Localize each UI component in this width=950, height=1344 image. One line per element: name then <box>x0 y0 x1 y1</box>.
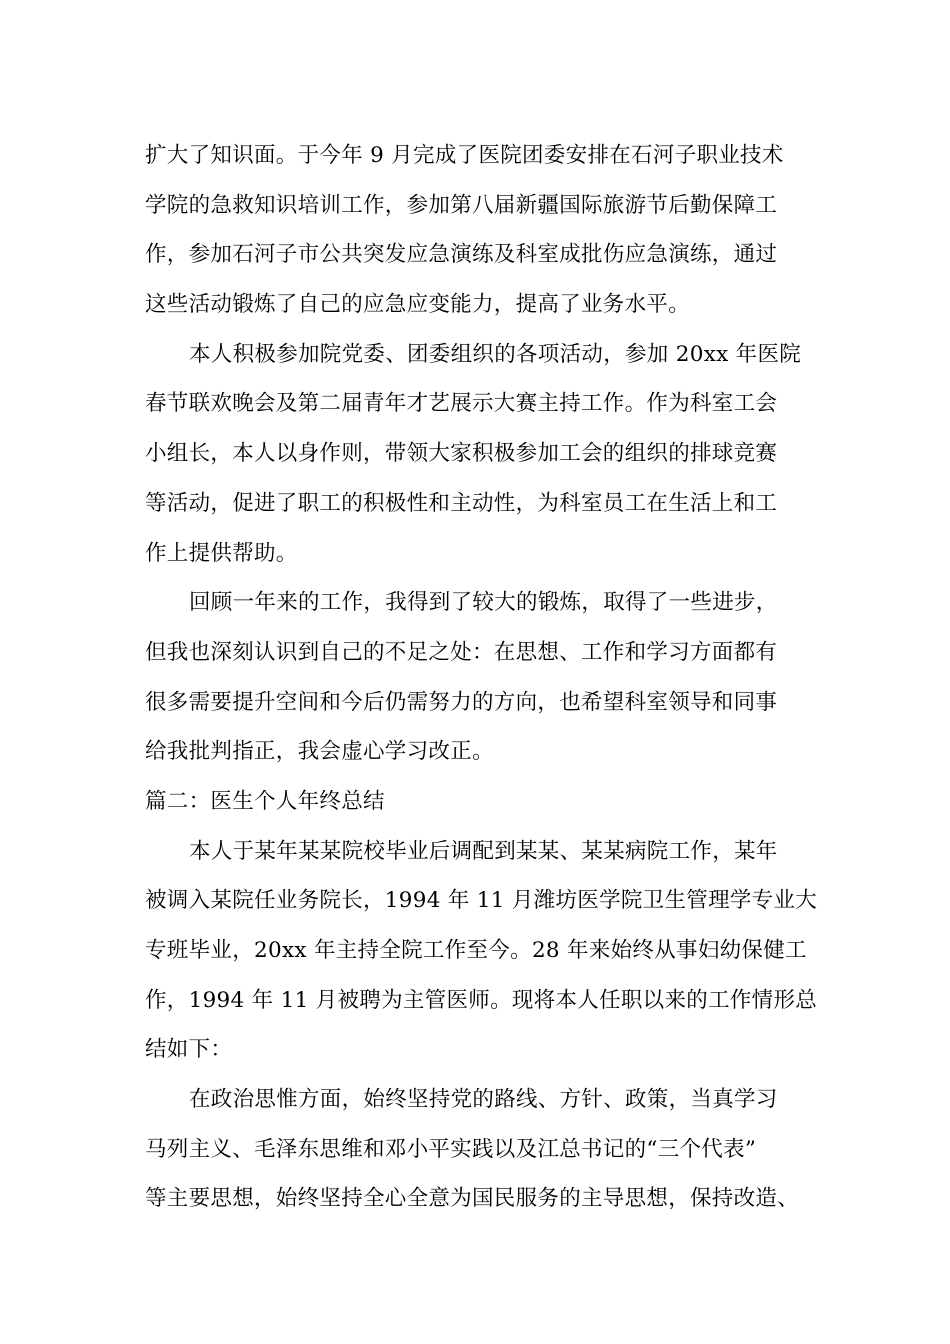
text-line: 被调入某院任业务院长，1994 年 11 月潍坊医学院卫生管理学专业大 <box>145 888 818 914</box>
text-line: 扩大了知识面。于今年 9 月完成了医院团委安排在石河子职业技术 <box>145 143 784 168</box>
text-line: 给我批判指正，我会虚心学习改正。 <box>145 739 494 765</box>
text-line: 回顾一年来的工作，我得到了较大的锻炼，取得了一些进步， <box>189 590 778 616</box>
text-line: 这些活动锻炼了自己的应急应变能力，提高了业务水平。 <box>145 292 691 318</box>
text-line: 作，参加石河子市公共突发应急演练及科室成批伤应急演练，通过 <box>145 242 778 268</box>
text-line: 等活动，促进了职工的积极性和主动性，为科室员工在生活上和工 <box>145 490 778 516</box>
text-line: 但我也深刻认识到自己的不足之处：在思想、工作和学习方面都有 <box>145 639 778 665</box>
text-line: 结如下： <box>145 1037 233 1063</box>
text-line: 作，1994 年 11 月被聘为主管医师。现将本人任职以来的工作情形总 <box>145 987 818 1013</box>
text-line: 学院的急救知识培训工作，参加第八届新疆国际旅游节后勤保障工 <box>145 192 778 218</box>
text-line: 本人积极参加院党委、团委组织的各项活动，参加 20xx 年医院 <box>189 341 802 367</box>
text-line: 本人于某年某某院校毕业后调配到某某、某某病院工作，某年 <box>189 838 778 864</box>
text-line: 作上提供帮助。 <box>145 540 298 566</box>
document-body <box>145 131 820 1224</box>
text-line: 专班毕业，20xx 年主持全院工作至今。28 年来始终从事妇幼保健工 <box>145 938 807 963</box>
section-heading: 篇二：医生个人年终总结 <box>145 788 385 814</box>
text-line: 很多需要提升空间和今后仍需努力的方向，也希望科室领导和同事 <box>145 689 778 715</box>
text-line: 等主要思想，始终坚持全心全意为国民服务的主导思想，保持改造、 <box>145 1186 800 1212</box>
text-line: 春节联欢晚会及第二届青年才艺展示大赛主持工作。作为科室工会 <box>145 391 778 417</box>
text-line: 马列主义、毛泽东思维和邓小平实践以及江总书记的“三个代表” <box>145 1136 757 1162</box>
text-line: 小组长，本人以身作则，带领大家积极参加工会的组织的排球竞赛 <box>145 441 778 467</box>
text-line: 在政治思惟方面，始终坚持党的路线、方针、政策，当真学习 <box>189 1087 778 1113</box>
